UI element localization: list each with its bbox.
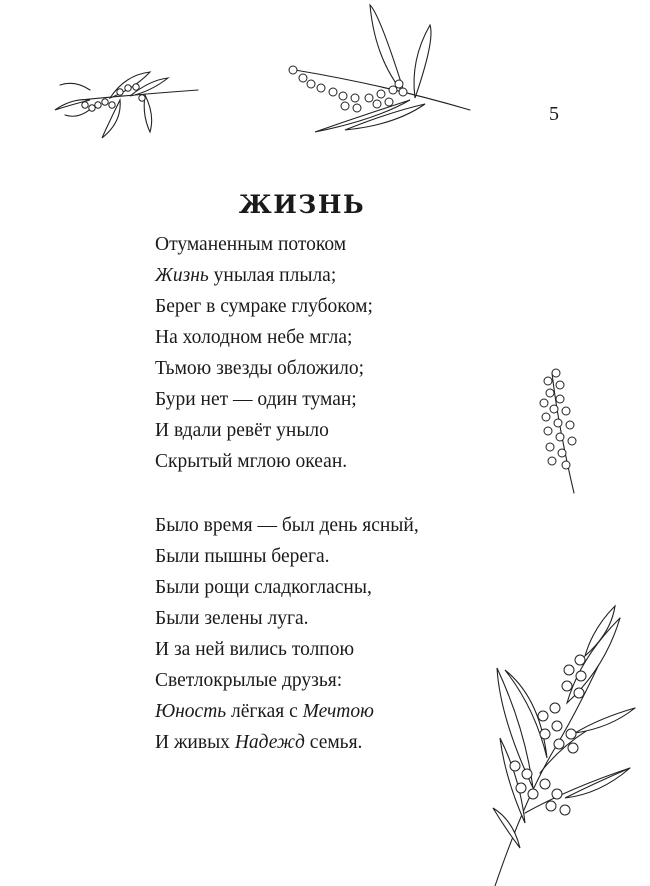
verse-line: Юность лёгкая с Мечтою xyxy=(155,701,374,722)
verse-line: Отуманенным потоком xyxy=(155,234,347,255)
mimosa-branch-icon xyxy=(285,0,485,140)
verse-line: И живых Надежд семья. xyxy=(155,732,363,753)
verse-line: И вдали ревёт уныло xyxy=(155,420,329,441)
verse-line: На холодном небе мгла; xyxy=(155,327,353,348)
verse-line: Тьмою звезды обложило; xyxy=(155,358,365,379)
verse-line: Берег в сумраке глубоком; xyxy=(155,296,373,317)
mimosa-large-branch-icon xyxy=(485,598,645,886)
stanza-1 xyxy=(155,229,373,477)
verse-line: Бури нет — один туман; xyxy=(155,389,357,410)
page-number: 5 xyxy=(549,103,559,125)
stanza-2 xyxy=(155,510,419,758)
verse-line: Были рощи сладкогласны, xyxy=(155,577,372,598)
mimosa-twig-icon xyxy=(530,365,585,495)
poem-title: ЖИЗНЬ xyxy=(238,190,366,219)
verse-line: Были зелены луга. xyxy=(155,608,309,629)
verse-line: Скрытый мглою океан. xyxy=(155,451,348,472)
verse-line: Жизнь унылая плыла; xyxy=(155,265,337,286)
verse-line: Светлокрылые друзья: xyxy=(155,670,343,691)
mimosa-sprig-icon xyxy=(50,60,200,145)
verse-line: Были пышны берега. xyxy=(155,546,330,567)
verse-line: Было время — был день ясный, xyxy=(155,515,419,536)
verse-line: И за ней вились толпою xyxy=(155,639,355,660)
